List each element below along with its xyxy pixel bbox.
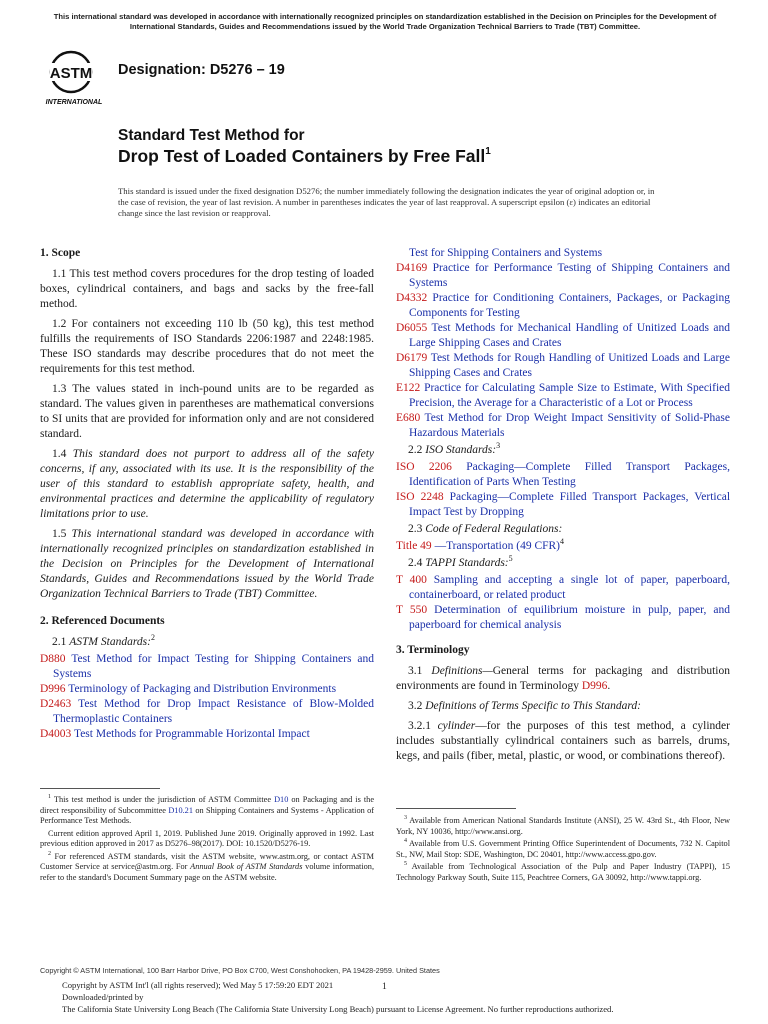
ref-title[interactable]: Terminology of Packaging and Distribution Environments — [68, 683, 337, 695]
scope-1-3: 1.3 The values stated in inch-pound units are to be regarded as standard. The values given in parentheses are mathematical conversions to SI units that are provided for information only and are not considered standard. — [40, 383, 374, 440]
terminology-heading: 3. Terminology — [396, 644, 470, 656]
ref-title[interactable]: Test Methods for Rough Handling of Unitized Loads and Large Shipping Cases and Crates — [409, 352, 730, 379]
document-title — [118, 126, 491, 167]
astm-standards-label: 2.1 ASTM Standards:$^2$ — [52, 633, 155, 648]
scope-1-4: 1.4 This standard does not purport to address all of the safety concerns, if any, associated with its use. It is the responsibility of the user of this standard to establish appropriate safety, health, and environmental practices and determine the applicability of regulatory limitations prior to use. — [40, 448, 375, 520]
ref-code[interactable]: E680 — [396, 412, 421, 424]
ref-code[interactable]: T 400 — [396, 574, 427, 586]
terminology-3-2: 3.2 Definitions of Terms Specific to This Standard: — [408, 700, 641, 712]
license-line-1: Copyright by ASTM Int'l (all rights reserved); Wed May 5 17:59:20 EDT 2021 — [62, 980, 334, 990]
ref-t550 — [396, 603, 730, 633]
designation-number: D5276 – 19 — [209, 62, 285, 78]
footnote-rule-left — [40, 788, 160, 789]
footnote-1-edition: Current edition approved April 1, 2019. Published June 2019. Originally approved in 1992. Last previous edition approved in 2017 as D5276–98(2017). DOI: 10.1520/D5276-19. — [40, 828, 374, 848]
license-line-3: The California State University Long Beach (The California State University Long Beach) pursuant to License Agreement. No further reproductions authorized. — [62, 1004, 614, 1014]
ref-title[interactable]: Practice for Performance Testing of Shipping Containers and Systems — [409, 262, 731, 289]
ref-title[interactable]: Packaging—Complete Filled Transport Packages, Identification of Parts When Testing — [409, 461, 731, 488]
terminology-d996-link[interactable]: D996 — [581, 680, 608, 692]
footnote-link-d10[interactable]: D10 — [274, 795, 289, 804]
ref-code[interactable]: E122 — [396, 382, 421, 394]
ref-title[interactable]: Test Method for Drop Weight Impact Sensitivity of Solid-Phase Hazardous Materials — [409, 412, 730, 439]
terminology-3-1: 3.1 Definitions—General terms for packaging and distribution environments are found in Terminology D996. — [396, 665, 731, 692]
astm-logo-text: ASTM — [49, 65, 93, 82]
ref-title[interactable]: Test Method for Impact Testing for Shipping Containers and Systems — [53, 653, 375, 680]
footnote-5: $^5$ Available from Technological Association of the Pulp and Paper Industry (TAPPI), 15 Technology Parkway South, Suite 115, Peachtree Corners, GA 30092, http://www.tappi.org. — [396, 861, 730, 882]
astm-logo-subtext: INTERNATIONAL — [45, 99, 103, 106]
ref-title[interactable]: Test for Shipping Containers and Systems — [409, 247, 603, 259]
referenced-heading: 2. Referenced Documents — [40, 615, 165, 627]
footnote-rule-right — [396, 808, 516, 809]
ref-e122 — [396, 381, 730, 411]
footnote-1: $^1$ This test method is under the jurisdiction of ASTM Committee D10 on Packaging and is the direct responsibility of Subcommittee D10.21 on Shipping Containers and Systems - Application of Performance Test Methods. — [40, 794, 375, 825]
designation-label: Designation: — [118, 62, 206, 78]
left-column — [40, 246, 374, 742]
ref-code[interactable]: D996 — [40, 683, 66, 695]
scope-1-5: 1.5 This international standard was developed in accordance with internationally recognized principles on standardization established in the Decision on Principles for the Development of International Standards, Guides and Recommendations issued by the World Trade Organization Technical Barriers to Trade (TBT) Committee. — [40, 528, 375, 600]
scope-1-2: 1.2 For containers not exceeding 110 lb (50 kg), this test method fulfills the requirements of ISO Standards 2206:1987 and 2248:1985. These ISO standards may describe procedures that do not meet the requirements for this test method. — [40, 318, 374, 375]
scope-1-1: 1.1 This test method covers procedures for the drop testing of loaded boxes, cylindrical containers, and bags and sacks by the free-fall method. — [40, 268, 374, 310]
ref-code[interactable]: ISO 2248 — [396, 491, 444, 503]
ref-title[interactable]: —Transportation (49 CFR) — [434, 540, 561, 552]
ref-iso-2248 — [396, 490, 730, 520]
ref-d4169 — [396, 261, 730, 291]
title-line-2: Drop Test of Loaded Containers by Free Fall$^1$ — [118, 146, 491, 166]
ref-title[interactable]: Packaging—Complete Filled Transport Packages, Vertical Impact Test by Dropping — [409, 491, 731, 518]
footnote-link-d10-21[interactable]: D10.21 — [168, 805, 193, 815]
ref-code[interactable]: D4003 — [40, 728, 72, 740]
title-footnote-mark: 1 — [485, 146, 491, 157]
iso-standards-label: 2.2 ISO Standards:$^3$ — [408, 441, 501, 456]
ref-d4332 — [396, 291, 730, 321]
page-number: 1 — [382, 982, 387, 992]
cfr-label: 2.3 Code of Federal Regulations: — [408, 523, 563, 535]
tappi-standards-label: 2.4 TAPPI Standards:$^5$ — [408, 554, 513, 569]
ref-code[interactable]: D6055 — [396, 322, 428, 334]
copyright-line: Copyright © ASTM International, 100 Barr Harbor Drive, PO Box C700, West Conshohocken, PA 19428-2959. United States — [40, 966, 440, 975]
footnote-3: $^3$ Available from American National Standards Institute (ANSI), 25 W. 43rd St., 4th Floor, New York, NY 10036, http://www.ansi.org. — [396, 815, 730, 836]
terminology-3-2-1: 3.2.1 cylinder—for the purposes of this test method, a cylinder includes substantially cylindrical containers such as barrels, drums, kegs, and pails (fiber, metal, plastic, or wood, or combinations thereof). — [396, 720, 730, 762]
ref-title[interactable]: Practice for Calculating Sample Size to Estimate, With Specified Precision, the Average for a Characteristic of a Lot or Process — [409, 382, 731, 409]
ref-title[interactable]: Test Method for Drop Impact Resistance of Blow-Molded Thermoplastic Containers — [53, 698, 374, 725]
license-line-2: Downloaded/printed by — [62, 992, 144, 1002]
ref-code[interactable]: D4169 — [396, 262, 428, 274]
footnotes-left — [40, 795, 374, 885]
ref-code[interactable]: ISO 2206 — [396, 461, 452, 473]
footnote-2: $^2$ For referenced ASTM standards, visit the ASTM website, www.astm.org, or contact ASTM Customer Service at service@astm.org. For Annual Book of ASTM Standards volume information, refer to the standard's Document Summary page on the ASTM website. — [40, 850, 375, 882]
ref-code[interactable]: D6179 — [396, 352, 428, 364]
license-stamp — [62, 979, 614, 1015]
ref-d4003 — [40, 727, 374, 742]
right-column — [396, 246, 730, 769]
ref-d996 — [40, 682, 374, 697]
ref-code[interactable]: D880 — [40, 653, 66, 665]
ref-code[interactable]: Title 49 — [396, 540, 432, 552]
ref-title[interactable]: Practice for Conditioning Containers, Packages, or Packaging Components for Testing — [409, 292, 730, 319]
ref-title-49: Title 49 —Transportation (49 CFR)$^4$ — [396, 537, 565, 552]
designation — [118, 62, 285, 78]
footnote-4: $^4$ Available from U.S. Government Printing Office Superintendent of Documents, 732 N. Capitol St., NW, Mail Stop: SDE, Washington, DC 20401, http://www.access.gpo.gov. — [396, 838, 731, 859]
scope-heading: 1. Scope — [40, 247, 81, 259]
ref-d6055 — [396, 321, 730, 351]
ref-d6179 — [396, 351, 730, 381]
ref-d2463 — [40, 697, 374, 727]
ref-t400 — [396, 573, 730, 603]
ref-title[interactable]: Determination of equilibrium moisture in pulp, paper, and paperboard for chemical analysis — [409, 604, 730, 631]
ref-title[interactable]: Test Methods for Programmable Horizontal Impact — [73, 728, 310, 740]
ref-code[interactable]: D4332 — [396, 292, 428, 304]
ref-code[interactable]: T 550 — [396, 604, 428, 616]
issued-note: This standard is issued under the fixed designation D5276; the number immediately following the designation indicates the year of original adoption or, in the case of revision, the year of last revision. A number in parentheses indicates the year of last reapproval. A superscript epsilon (ε) indicates an editorial change since the last revision or reapproval. — [118, 186, 655, 218]
title-line-1: Standard Test Method for — [118, 127, 305, 144]
ref-code[interactable]: D2463 — [40, 698, 72, 710]
ref-title[interactable]: Sampling and accepting a single lot of paper, paperboard, containerboard, or related product — [409, 574, 731, 601]
ref-iso-2206 — [396, 460, 730, 490]
top-note: This international standard was developed in accordance with internationally recognized principles on standardization established in the Decision on Principles for the Development of International Standards, Guides and Recommendations issued by the World Trade Organization Technical Barriers to Trade (TBT) Committee. — [53, 12, 717, 31]
ref-d4003-continued — [396, 246, 730, 261]
footnotes-right — [396, 816, 730, 885]
ref-title[interactable]: Test Methods for Mechanical Handling of Unitized Loads and Large Shipping Cases and Crates — [409, 322, 730, 349]
astm-logo — [38, 46, 112, 108]
ref-e680 — [396, 411, 730, 441]
ref-d880 — [40, 652, 374, 682]
